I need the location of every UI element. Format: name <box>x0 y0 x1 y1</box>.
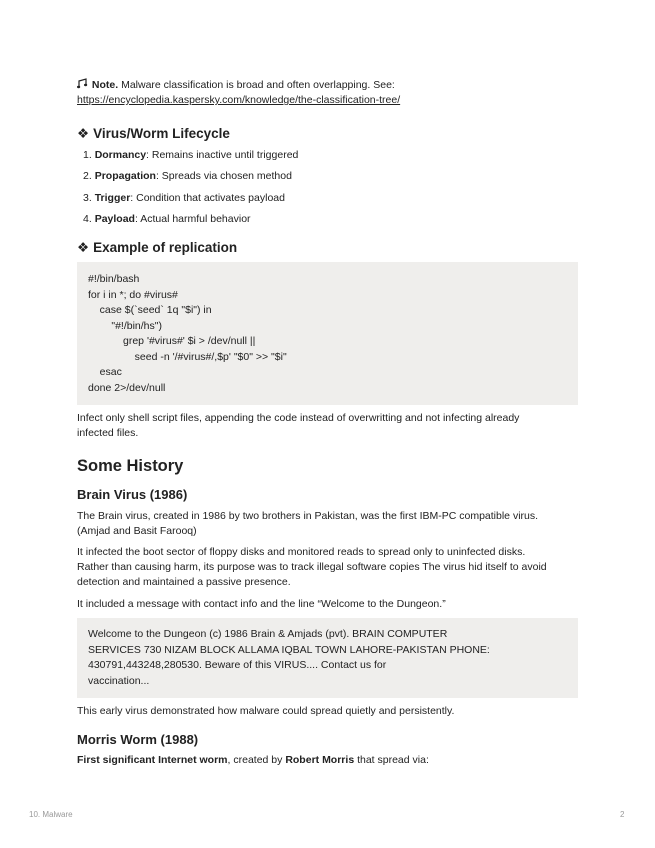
brain-paragraph-2: It infected the boot sector of floppy disks and monitored reads to spread only to uninfected disks. Rather than causing harm, its purpose was to track illegal software copies The virus hid itself to avoid detection and maintained a passive presence. <box>77 546 547 588</box>
note-label: Note. <box>91 79 119 91</box>
list-item: 4. Payload: Actual harmful behavior <box>83 213 251 225</box>
brain-message-block: Welcome to the Dungeon (c) 1986 Brain & Amjads (pvt). BRAIN COMPUTER SERVICES 730 NIZAM BLOCK ALLAMA IQBAL TOWN LAHORE-PAKISTAN PHONE: 430791,443248,280530. Beware of this VIRUS.... Contact us for vaccination... <box>77 618 578 698</box>
note-block <box>77 78 578 108</box>
brain-paragraph-1: The Brain virus, created in 1986 by two brothers in Pakistan, was the first IBM-PC compatible virus. (Amjad and Basit Farooq) <box>77 510 539 537</box>
classification-tree-link[interactable]: https://encyclopedia.kaspersky.com/knowledge/the-classification-tree/ <box>77 94 401 106</box>
replication-caption: Infect only shell script files, appending the code instead of overwritting and not infecting already infected files. <box>77 412 520 439</box>
four-diamond-icon: ❖ <box>77 240 90 255</box>
footer-page-number: 2 <box>620 810 625 819</box>
morris-worm-heading: Morris Worm (1988) <box>77 732 199 747</box>
history-heading: Some History <box>77 457 184 475</box>
music-notes-icon <box>77 79 92 91</box>
brain-paragraph-4: This early virus demonstrated how malware could spread quietly and persistently. <box>77 705 455 717</box>
four-diamond-icon: ❖ <box>77 126 90 141</box>
brain-paragraph-3: It included a message with contact info and the line “Welcome to the Dungeon.” <box>77 598 446 610</box>
code-block: #!/bin/bash for i in *; do #virus# case $(`seed` 1q "$i") in "#!/bin/hs") grep '#virus#' $i > /dev/null || seed -n '/#virus#/,$p' "$0" >> "$i" esac done 2>/dev/null <box>77 262 578 405</box>
list-item: 3. Trigger: Condition that activates payload <box>83 192 285 204</box>
note-text: Malware classification is broad and often overlapping. See: <box>118 79 395 91</box>
footer-section-label: 10. Malware <box>29 810 73 819</box>
brain-virus-heading: Brain Virus (1986) <box>77 487 188 502</box>
list-item: 1. Dormancy: Remains inactive until triggered <box>83 149 299 161</box>
morris-paragraph: First significant Internet worm, created by Robert Morris that spread via: <box>77 754 429 766</box>
lifecycle-heading: ❖ Virus/Worm Lifecycle <box>77 126 230 141</box>
replication-heading: ❖ Example of replication <box>77 240 238 255</box>
list-item: 2. Propagation: Spreads via chosen method <box>83 170 292 182</box>
